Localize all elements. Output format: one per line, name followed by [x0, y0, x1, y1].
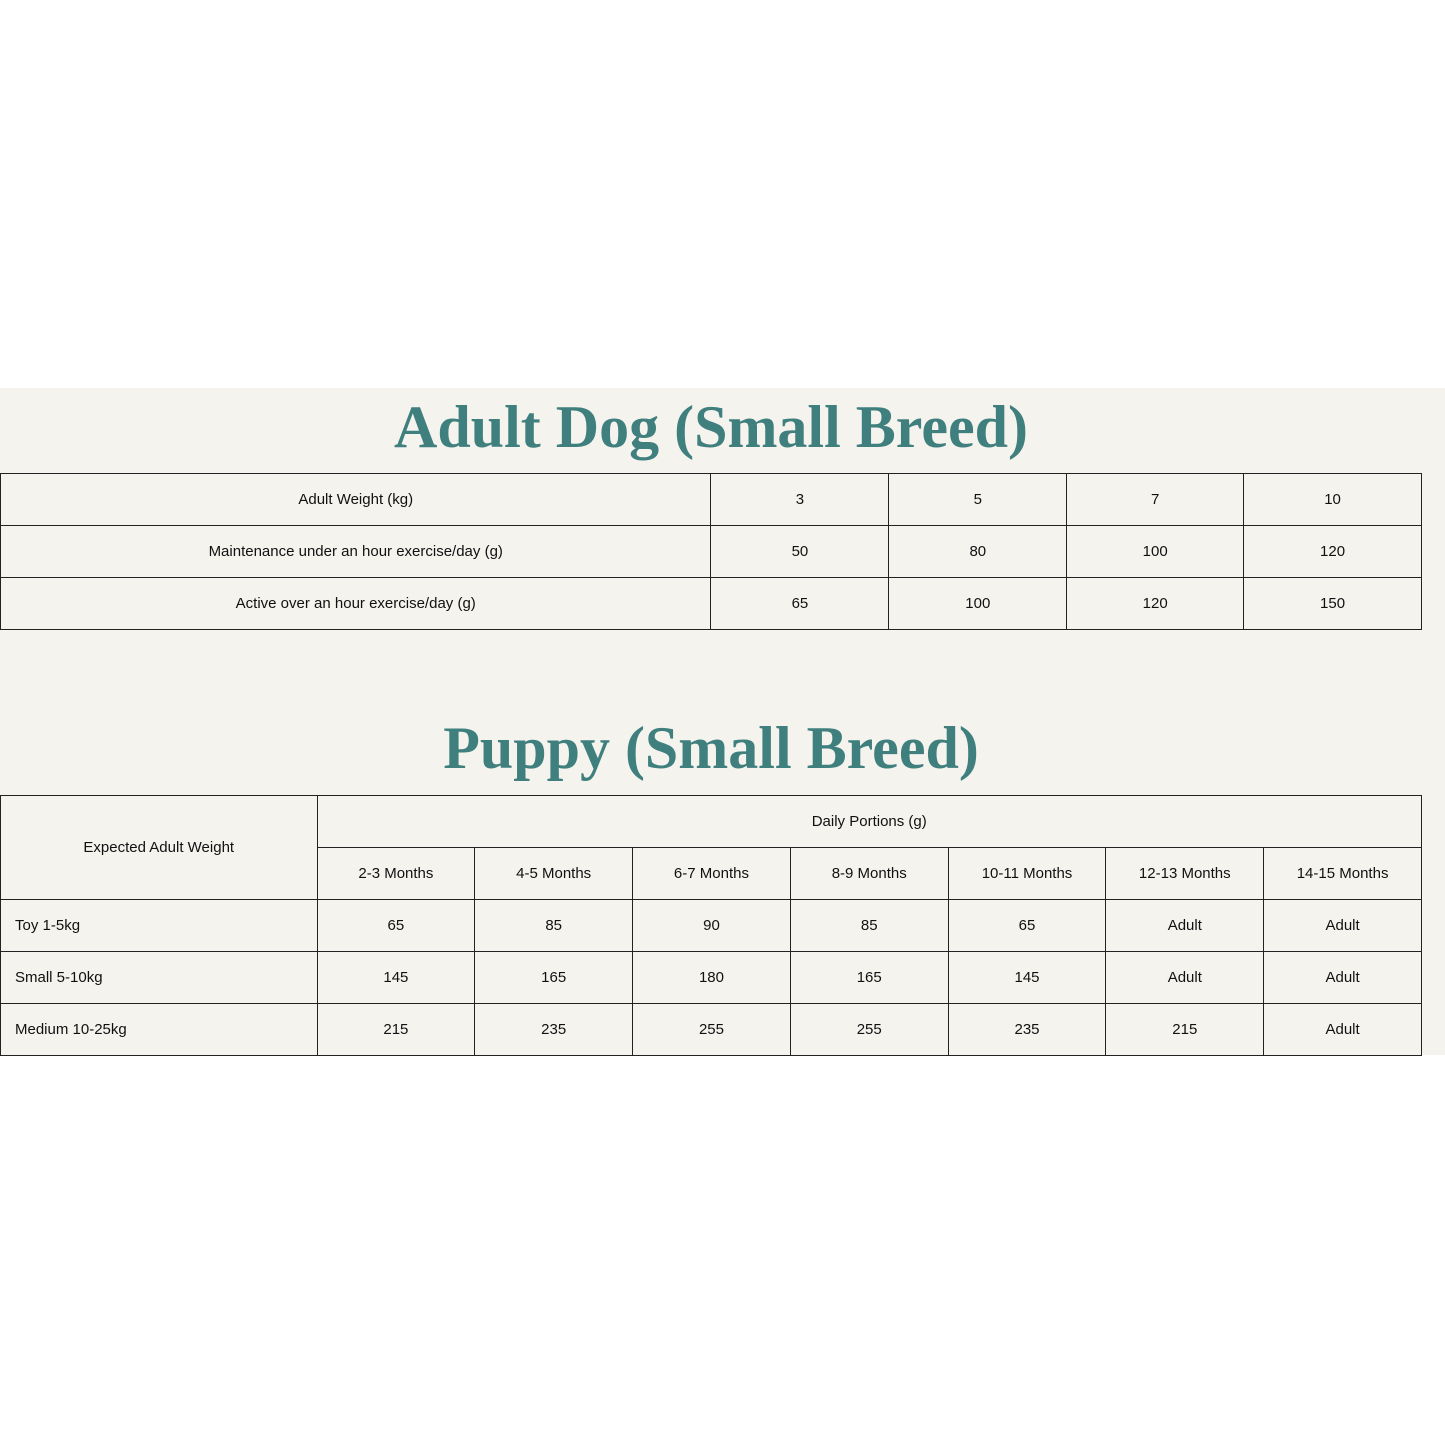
- table-row: [1, 900, 1422, 952]
- cell: 80: [889, 526, 1067, 578]
- row-label: Maintenance under an hour exercise/day (g): [1, 526, 711, 578]
- cell: Adult: [1264, 900, 1422, 952]
- group-header: Daily Portions (g): [317, 796, 1422, 848]
- cell: 100: [1067, 526, 1244, 578]
- puppy-table: [0, 795, 1422, 1056]
- cell: 180: [633, 952, 791, 1004]
- cell: 145: [948, 952, 1106, 1004]
- table-header-row: [1, 796, 1422, 848]
- cell: 10: [1244, 474, 1422, 526]
- cell: 50: [711, 526, 889, 578]
- cell: 215: [317, 1004, 475, 1056]
- cell: Adult: [1106, 900, 1264, 952]
- cell: 215: [1106, 1004, 1264, 1056]
- cell: Adult: [1264, 1004, 1422, 1056]
- column-header: 2-3 Months: [317, 848, 475, 900]
- cell: 255: [633, 1004, 791, 1056]
- row-label: Small 5-10kg: [1, 952, 318, 1004]
- cell: 65: [711, 578, 889, 630]
- column-header: 4-5 Months: [475, 848, 633, 900]
- cell: 255: [790, 1004, 948, 1056]
- cell: 235: [475, 1004, 633, 1056]
- table-row: [1, 952, 1422, 1004]
- row-label: Medium 10-25kg: [1, 1004, 318, 1056]
- adult-table: [0, 473, 1422, 630]
- column-header: 14-15 Months: [1264, 848, 1422, 900]
- cell: Adult: [1264, 952, 1422, 1004]
- cell: 235: [948, 1004, 1106, 1056]
- cell: 5: [889, 474, 1067, 526]
- puppy-title: Puppy (Small Breed): [443, 715, 979, 781]
- row-label: Toy 1-5kg: [1, 900, 318, 952]
- table-row: [1, 1004, 1422, 1056]
- cell: Adult: [1106, 952, 1264, 1004]
- row-header: Expected Adult Weight: [1, 796, 318, 900]
- table-row: [1, 526, 1422, 578]
- cell: 85: [790, 900, 948, 952]
- cell: 100: [889, 578, 1067, 630]
- cell: 120: [1244, 526, 1422, 578]
- adult-title: Adult Dog (Small Breed): [394, 394, 1028, 460]
- column-header: 8-9 Months: [790, 848, 948, 900]
- cell: 7: [1067, 474, 1244, 526]
- row-label: Active over an hour exercise/day (g): [1, 578, 711, 630]
- column-header: 6-7 Months: [633, 848, 791, 900]
- table-row: [1, 578, 1422, 630]
- cell: 165: [790, 952, 948, 1004]
- table-row: [1, 474, 1422, 526]
- cell: 65: [948, 900, 1106, 952]
- cell: 3: [711, 474, 889, 526]
- cell: 145: [317, 952, 475, 1004]
- cell: 90: [633, 900, 791, 952]
- cell: 85: [475, 900, 633, 952]
- cell: 165: [475, 952, 633, 1004]
- column-header: 10-11 Months: [948, 848, 1106, 900]
- column-header: 12-13 Months: [1106, 848, 1264, 900]
- row-label: Adult Weight (kg): [1, 474, 711, 526]
- cell: 65: [317, 900, 475, 952]
- cell: 150: [1244, 578, 1422, 630]
- cell: 120: [1067, 578, 1244, 630]
